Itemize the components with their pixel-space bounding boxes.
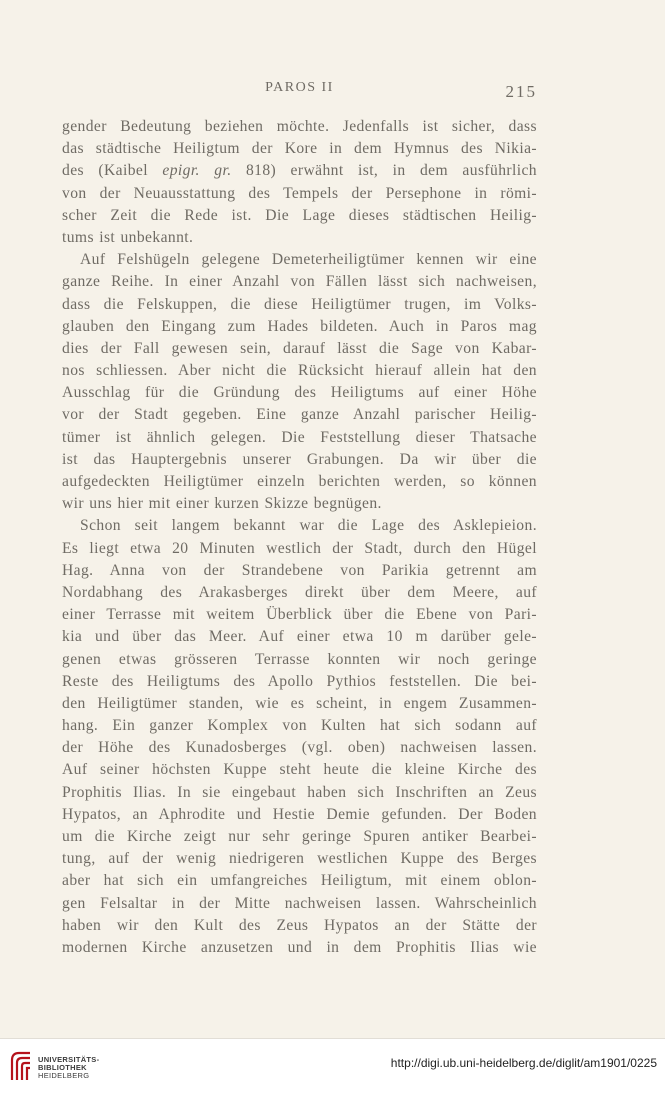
text-line: gen Felsaltar in der Mitte nachweisen lassen. Wahrscheinlich [62,894,537,912]
text-line: von der Neuausstattung des Tempels der Persephone in römi- [62,184,537,202]
text-line: modernen Kirche anzusetzen und in dem Prophitis Ilias wie [62,938,537,956]
text-line: glauben den Eingang zum Hades bildeten. Auch in Paros mag [62,317,537,335]
text-line: den Heiligtümer standen, wie es scheint, in engem Zusammen- [62,694,537,712]
text-line: hang. Ein ganzer Komplex von Kulten hat sich sodann auf [62,717,537,735]
text-line: scher Zeit die Rede ist. Die Lage dieses städtischen Heilig- [62,206,537,224]
text-line: um die Kirche zeigt nur sehr geringe Spuren antiker Bearbei- [62,828,537,845]
text-line: wir uns hier mit einer kurzen Skizze begnügen. [62,495,382,513]
text-line: dass die Felskuppen, die diese Heiligtümer trugen, im Volks- [62,295,537,313]
body-text [62,116,537,959]
text-line: ist das Hauptergebnis unserer Grabungen. Da wir über die [62,450,537,468]
text-line: Ausschlag für die Gründung des Heiligtums auf einer Höhe [62,384,537,402]
text-line: Reste des Heiligtums des Apollo Pythios feststellen. Die bei- [62,672,537,690]
text-line: des (Kaibel epigr. gr. 818) erwähnt ist, in dem ausführlich [62,162,537,180]
italic-epigr: epigr. [162,162,200,180]
text-line: tümer ist ähnlich gelegen. Die Feststellung dieser Thatsache [62,428,537,446]
text-line: tung, auf der wenig niedrigeren westlichen Kuppe des Berges [62,850,537,868]
viewer-footer [0,1038,665,1094]
text-line: Prophitis Ilias. In sie eingebaut haben sich Inschriften an Zeus [62,783,537,801]
text-line: ganze Reihe. In einer Anzahl von Fällen lässt sich nachweisen, [62,273,537,291]
text-line: Auf Felshügeln gelegene Demeterheiligtümer kennen wir eine [80,251,537,269]
text-line: vor der Stadt gegeben. Eine ganze Anzahl parischer Heilig- [62,406,537,424]
text-line: gender Bedeutung beziehen möchte. Jedenfalls ist sicher, dass [62,118,537,135]
text-line: aufgedeckten Heiligtümer einzeln berichten werden, so können [62,473,537,490]
text-line: haben wir den Kult des Zeus Hypatos an der Stätte der [62,916,537,934]
text-line: einer Terrasse mit weitem Überblick über die Ebene von Pari- [62,606,537,624]
text-line: Es liegt etwa 20 Minuten westlich der Stadt, durch den Hügel [62,539,537,557]
text-line: tums ist unbekannt. [62,228,194,246]
text-line: das städtische Heiligtum der Kore in dem Hymnus des Nikia- [62,140,537,158]
text-line: Schon seit langem bekannt war die Lage des Asklepieion. [80,517,537,535]
text-line: aber hat sich ein umfangreiches Heiligtum, mit einem oblon- [62,872,537,890]
italic-gr: gr. [214,162,232,180]
text-line: kia und über das Meer. Auf einer etwa 10 m darüber gele- [62,628,537,646]
text-line: genen etwas grösseren Terrasse konnten wir noch geringe [62,650,537,668]
text-line: dies der Fall gewesen sein, darauf lässt die Sage von Kabar- [62,339,537,357]
text-line: der Höhe des Kunadosberges (vgl. oben) nachweisen lassen. [62,739,537,757]
page-number: 215 [505,82,537,101]
running-title: PAROS II [265,80,334,95]
source-url-link[interactable]: http://digi.ub.uni-heidelberg.de/diglit/am1901/0225 [390,1056,657,1070]
text-line: Hag. Anna von der Strandebene von Parikia getrennt am [62,561,537,579]
text-line: Auf seiner höchsten Kuppe steht heute die kleine Kirche des [62,761,537,779]
running-head [62,78,537,100]
university-library-logo-icon[interactable] [8,1050,34,1082]
text-line: Hypatos, an Aphrodite und Hestie Demie gefunden. Der Boden [62,805,537,823]
text-line: nos schliessen. Aber nicht die Rücksicht hierauf allein hat den [62,362,537,380]
text-line: Nordabhang des Arakasberges direkt über dem Meere, auf [62,583,537,601]
library-name[interactable]: UNIVERSITÄTS- BIBLIOTHEK HEIDELBERG [38,1055,100,1080]
